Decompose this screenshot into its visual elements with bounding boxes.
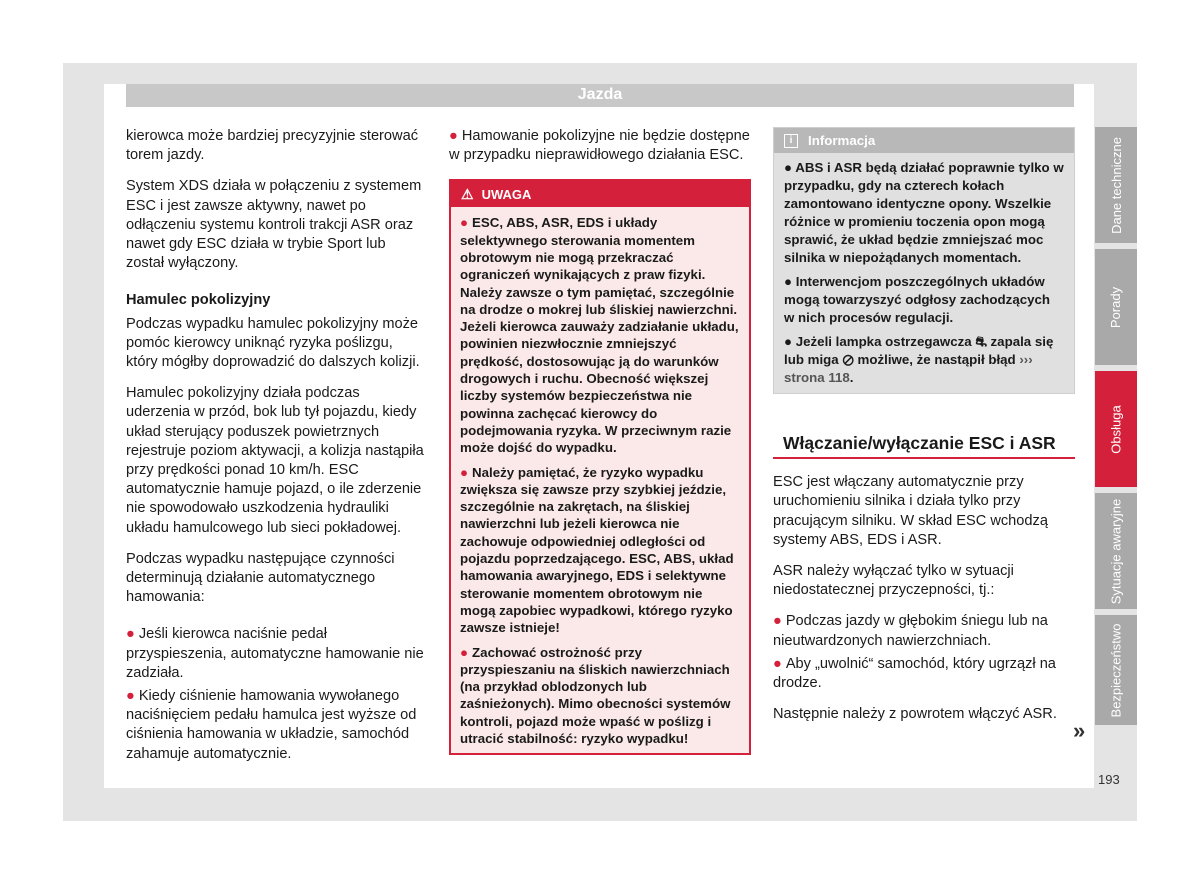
- info-icon: i: [784, 134, 798, 148]
- chapter-title: Jazda: [577, 86, 623, 103]
- tab-dane-techniczne[interactable]: Dane techniczne: [1095, 127, 1137, 243]
- warning-item: ● ESC, ABS, ASR, EDS i układy selektywnego sterowania momentem obrotowym nie mogą przekraczać ograniczeń wynikających z praw fizyki. Należy zawsze o tym pamiętać, szczególnie na drodze o mokrej lub śliskiej nawierzchni. Jeżeli kierowca zauważy zadziałanie układu, powinien niezwłocznie zmniejszyć prędkość, dostosowując ją do warunków drogowych i ruchu. Obecność większej liczby systemów bezpieczeństwa nie powinna zachęcać kierowcy do podejmowania ryzyka. W przeciwnym razie może dojść do wypadku.: [460, 215, 739, 456]
- paragraph: ASR należy wyłączać tylko w sytuacji niedostatecznej przyczepności, tj.:: [773, 563, 1014, 599]
- bullet-icon: ●: [784, 334, 796, 349]
- info-header: [774, 128, 1074, 153]
- tab-bezpieczenstwo[interactable]: Bezpieczeństwo: [1095, 615, 1137, 725]
- bullet-icon: ●: [784, 160, 796, 175]
- bullet-icon: ●: [460, 464, 469, 480]
- paragraph: kierowca może bardziej precyzyjnie sterować torem jazdy.: [126, 128, 418, 164]
- list-item: ● Jeśli kierowca naciśnie pedał przyspieszenia, automatyczne hamowanie nie zadziała.: [126, 626, 424, 681]
- warning-title: UWAGA: [481, 186, 532, 202]
- warning-item: ● Należy pamiętać, że ryzyko wypadku zwiększa się zawsze przy szybkiej jeździe, szczególnie na zakrętach, na śliskiej nawierzchni lub jeżeli kierowca nie zachowuje odpowiedniej odległości od pojazdu poprzedzającego. ESC, ABS, układ hamowania awaryjnego, EDS i selektywne sterowanie momentem obrotowym nie mogą zapobiec wypadkowi, którego ryzyko zawsze istnieje!: [460, 464, 734, 636]
- tab-obsluga[interactable]: Obsługa: [1095, 371, 1137, 487]
- section-title: Włączanie/wyłączanie ESC i ASR: [773, 434, 1075, 459]
- page-number: 193: [1098, 772, 1120, 787]
- esc-off-lamp-icon: ⊘: [842, 352, 854, 367]
- bullet-icon: ●: [126, 626, 135, 643]
- warning-item: ● Zachować ostrożność przy przyspieszaniu na śliskich nawierzchniach (na przykład oblodzonych lub zaśnieżonych). Mimo obecności systemów kontroli, pojazd może wpaść w poślizg i utracić stabilność: ryzyko wypadku!: [460, 644, 731, 747]
- list-item: ● Hamowanie pokolizyjne nie będzie dostępne w przypadku nieprawidłowego działania ESC.: [449, 128, 750, 164]
- warning-box: [449, 179, 751, 755]
- info-item: ● Interwencjom poszczególnych układów mogą towarzyszyć odgłosy zachodzących w nich procesów regulacji.: [784, 274, 1051, 325]
- page-reference-link[interactable]: ››› strona 118: [784, 352, 1033, 385]
- warning-body: [451, 207, 749, 753]
- chapter-header: [126, 84, 1074, 107]
- bullet-icon: ●: [784, 274, 796, 289]
- paragraph: ESC jest włączany automatycznie przy uruchomieniu silnika i działa tylko przy pracującym silniku. W skład ESC wchodzą systemy ABS, EDS i ASR.: [773, 474, 1048, 548]
- bullet-icon: ●: [773, 613, 782, 630]
- list-item: ● Kiedy ciśnienie hamowania wywołanego naciśnięciem pedału hamulca jest wyższe od ciśnienia hamowania w układzie, samochód zahamuje automatycznie.: [126, 688, 417, 762]
- paragraph: Następnie należy z powrotem włączyć ASR.: [773, 706, 1057, 723]
- section-heading: Hamulec pokolizyjny: [126, 292, 271, 309]
- bullet-icon: ●: [449, 128, 458, 144]
- bullet-icon: ●: [460, 644, 469, 660]
- bullet-icon: ●: [126, 688, 135, 705]
- esc-warning-lamp-icon: ⛐: [975, 334, 987, 349]
- info-item: ● Jeżeli lampka ostrzegawcza ⛐ zapala się lub miga ⊘ możliwe, że nastąpił błąd ››› strona 118.: [784, 334, 1054, 385]
- continue-arrow-icon: »: [1073, 718, 1086, 743]
- paragraph: Podczas wypadku hamulec pokolizyjny może pomóc kierowcy uniknąć ryzyka poślizgu, który mógłby doprowadzić do dalszych kolizji.: [126, 315, 420, 371]
- warning-header: [451, 181, 749, 207]
- info-body: [774, 153, 1074, 393]
- warning-triangle-icon: ⚠: [461, 185, 474, 202]
- column-middle: [449, 127, 751, 755]
- paragraph: Hamulec pokolizyjny działa podczas uderzenia w przód, bok lub tył pojazdu, kiedy układ sterujący poduszek powietrznych rejestruje poziom aktywacji, a kolizja nastąpiła przy prędkości ponad 10 km/h. ESC automatycznie hamuje pojazd, o ile zderzenie nie spowodowało uszkodzenia hydrauliki układu hamulcowego lub sieci pokładowej.: [126, 385, 424, 536]
- bullet-icon: ●: [773, 655, 782, 672]
- paragraph: System XDS działa w połączeniu z systemem ESC i jest zawsze aktywny, nawet po odłączeniu systemu kontroli trakcji ASR oraz nawet gdy ESC działa w trybie Sport lub został wyłączony.: [126, 178, 422, 272]
- tab-porady[interactable]: Porady: [1095, 249, 1137, 365]
- list-item: ● Podczas jazdy w głębokim śniegu lub na nieutwardzonych nawierzchniach.: [773, 613, 1048, 649]
- info-box: [773, 127, 1075, 394]
- tab-sytuacje-awaryjne[interactable]: Sytuacje awaryjne: [1095, 493, 1137, 609]
- column-right: [773, 127, 1075, 736]
- bullet-icon: ●: [460, 215, 469, 231]
- info-title: Informacja: [808, 132, 876, 148]
- column-left: [126, 127, 426, 776]
- list-item: ● Aby „uwolnić“ samochód, który ugrzązł na drodze.: [773, 655, 1056, 692]
- info-item: ● ABS i ASR będą działać poprawnie tylko w przypadku, gdy na czterech kołach zamontowano identyczne opony. Wszelkie różnice w promieniu toczenia opon mogą sprawić, że układ będzie zmniejszać moc silnika w niepożądanych momentach.: [784, 160, 1064, 265]
- paragraph: Podczas wypadku następujące czynności determinują działanie automatycznego hamowania:: [126, 550, 395, 606]
